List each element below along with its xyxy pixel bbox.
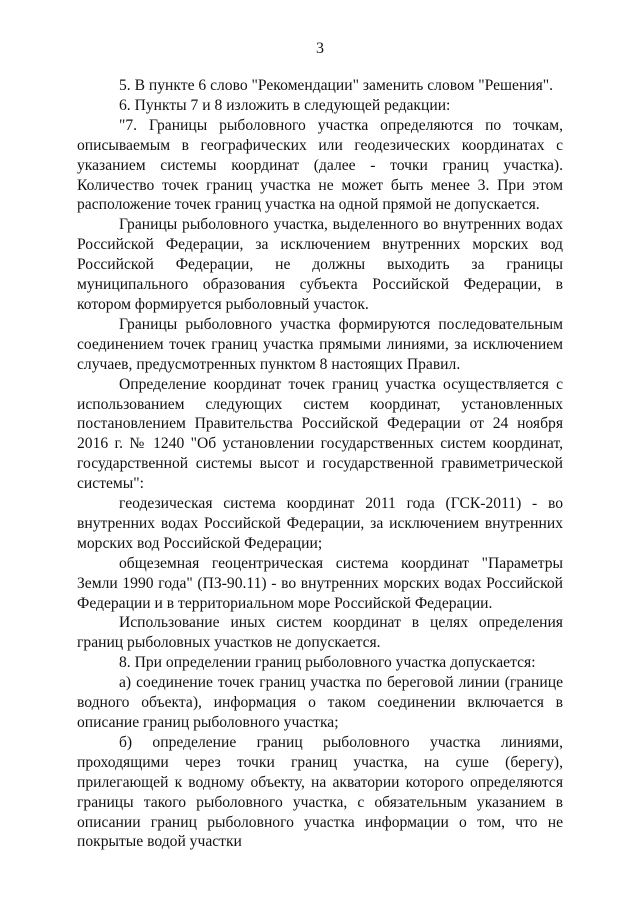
- paragraph-item-5-amendment: 5. В пункте 6 слово "Рекомендации" заменить словом "Решения".: [119, 77, 554, 94]
- paragraph-subclause-b: б) определение границ рыболовного участка линиями, проходящими через точки границ участка, на суше (берегу), прилегающей к водному объекту, на акватории которого определяются границы такого рыболовного участка, с обязательным указанием в описании границ рыболовного участка информации о том, что не покрытые водой участки: [77, 733, 563, 851]
- paragraph-coordinate-systems: Определение координат точек границ участка осуществляется с использованием следующих систем координат, установленных постановлением Правительства Российской Федерации от 24 ноября 2016 г. № 1240 "Об установлении государственных систем координат, государственной системы высот и государственной гравиметрической системы":: [77, 375, 563, 493]
- paragraph-clause-8: 8. При определении границ рыболовного участка допускается:: [119, 654, 536, 672]
- paragraph-item-6-amendment: 6. Пункты 7 и 8 изложить в следующей редакции:: [119, 96, 451, 114]
- paragraph-inland-waters-boundaries: Границы рыболовного участка, выделенного во внутренних водах Российской Федерации, за исключением внутренних морских вод Российской Федерации, не должны выходить за границы муниципального образования субъекта Российской Федерации, в котором формируется рыболовный участок.: [77, 216, 563, 313]
- paragraph-gsk-2011: геодезическая система координат 2011 года (ГСК-2011) - во внутренних водах Российской Федерации, за исключением внутренних морских вод Российской Федерации;: [77, 495, 563, 552]
- paragraph-other-systems-prohibited: Использование иных систем координат в целях определения границ рыболовных участков не допускается.: [77, 614, 563, 652]
- paragraph-clause-7-boundaries: "7. Границы рыболовного участка определяются по точкам, описываемым в географических или геодезических координатах с указанием системы координат (далее - точки границ участка). Количество точек границ участка не может быть менее 3. При этом расположение точек границ участка на одной прямой не допускается.: [77, 116, 563, 214]
- paragraph-subclause-a: а) соединение точек границ участка по береговой линии (границе водного объекта), информация о таком соединении включается в описание границ рыболовного участка;: [77, 674, 563, 731]
- page-number: 3: [316, 40, 324, 57]
- paragraph-boundary-forming: Границы рыболовного участка формируются последовательным соединением точек границ участка прямыми линиями, за исключением случаев, предусмотренных пунктом 8 настоящих Правил.: [77, 315, 563, 373]
- document-body: [77, 76, 563, 852]
- paragraph-pz-90-11: общеземная геоцентрическая система координат "Параметры Земли 1990 года" (ПЗ-90.11) - во внутренних морских водах Российской Федерации и в территориальном море Российской Федерации.: [77, 554, 563, 612]
